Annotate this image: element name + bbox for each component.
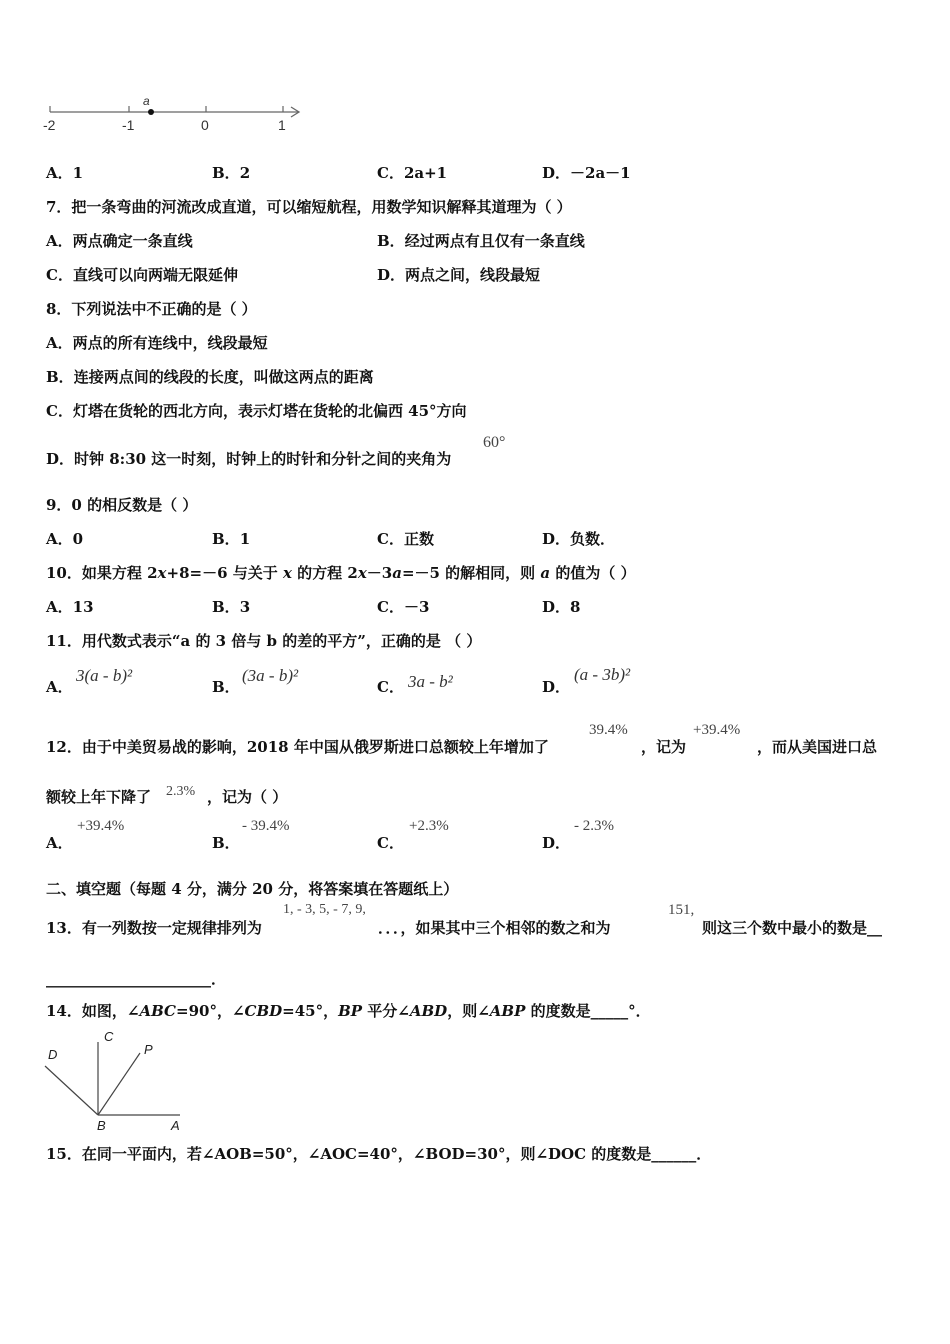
q10-stem-part: 10．如果方程 2 <box>46 564 158 582</box>
q10-option-d <box>542 596 580 617</box>
option-letter: A． <box>46 598 73 616</box>
q13-dots: ．．．，如果其中三个相邻的数之和为 <box>378 919 611 937</box>
q6-option-a <box>46 162 83 183</box>
q12-line2-a: 额较上年下降了 <box>46 788 152 806</box>
q12-line2-b: ，记为（ ） <box>207 788 288 806</box>
q10-stem-part: +8=－6 与关于 <box>166 564 283 582</box>
q7-option-b <box>377 230 585 251</box>
number-line-figure <box>40 94 310 136</box>
q12-line1-c: ，而从美国进口总 <box>757 738 878 756</box>
q8-option-a <box>46 332 268 353</box>
option-letter: A． <box>46 530 73 548</box>
q10-stem-part: =－5 的解相同，则 <box>401 564 541 582</box>
option-letter: A． <box>46 678 73 696</box>
q10-var-x: x <box>357 564 367 582</box>
q14-angle-abd: ABD <box>409 1002 448 1020</box>
q14-stem-part: =90°，∠ <box>176 1002 245 1020</box>
q14-stem-part: 平分∠ <box>362 1002 410 1020</box>
tick-label-neg1: -1 <box>122 117 135 133</box>
q9-option-c <box>377 528 434 549</box>
q11-stem: 11．用代数式表示“a 的 3 倍与 b 的差的平方”，正确的是 （ ） <box>46 632 482 650</box>
label-d: D <box>48 1047 58 1062</box>
option-letter: B． <box>46 368 74 386</box>
option-text: 时钟 8:30 这一时刻，时钟上的时针和分针之间的夹角为 <box>74 450 452 468</box>
option-letter: B． <box>212 530 240 548</box>
q12-option-c <box>377 832 404 853</box>
q11-option-c <box>377 676 404 697</box>
q13-answer-blank: ______________________． <box>46 970 227 988</box>
option-letter: B． <box>377 232 405 250</box>
q14-stem-part: ，则∠ <box>447 1002 490 1020</box>
q11-option-c-expr: 3a - b² <box>408 672 453 691</box>
q10-var-x: x <box>157 564 167 582</box>
label-p: P <box>144 1042 153 1057</box>
option-text: 两点确定一条直线 <box>72 232 193 250</box>
tick-label-neg2: -2 <box>43 117 56 133</box>
option-letter: C． <box>46 402 73 420</box>
q10-var-a: a <box>392 564 402 582</box>
q11-option-b-expr: (3a - b)² <box>242 666 299 685</box>
q9-option-a <box>46 528 83 549</box>
option-text: －3 <box>403 598 430 616</box>
q14-stem-part: 的度数是_____°． <box>525 1002 651 1020</box>
q10-option-c <box>377 596 429 617</box>
option-letter: C． <box>377 678 404 696</box>
q14-angle-abc: ABC <box>139 1002 176 1020</box>
q12-option-a-expr: +39.4% <box>77 818 125 834</box>
q10-stem-part: 的值为（ ） <box>550 564 636 582</box>
q12-option-a <box>46 832 73 853</box>
label-b: B <box>97 1118 106 1133</box>
option-text: 1 <box>72 164 84 182</box>
option-text: 0 <box>72 530 84 548</box>
option-text: 负数． <box>570 530 616 548</box>
q9-option-b <box>212 528 250 549</box>
label-c: C <box>104 1029 114 1044</box>
q11-option-d <box>542 676 570 697</box>
option-letter: A． <box>46 834 73 852</box>
option-text: 正数 <box>403 530 434 548</box>
option-text: 1 <box>239 530 251 548</box>
q12-option-b-expr: - 39.4% <box>242 818 290 834</box>
q13-sum-151: 151, <box>668 902 695 918</box>
q10-option-a <box>46 596 94 617</box>
option-text: 经过两点有且仅有一条直线 <box>404 232 585 250</box>
point-a-label: a <box>143 94 150 108</box>
option-text: 两点之间，线段最短 <box>405 266 541 284</box>
q14-ray-bp: BP <box>338 1002 363 1020</box>
option-text: 直线可以向两端无限延伸 <box>72 266 238 284</box>
option-letter: D． <box>542 530 571 548</box>
q8-option-b <box>46 366 374 387</box>
q10-stem-part: 的方程 2 <box>291 564 358 582</box>
option-letter: A． <box>46 334 73 352</box>
q10-stem-part: －3 <box>366 564 393 582</box>
q12-line1-b: ，记为 <box>641 738 687 756</box>
q12-option-d-expr: - 2.3% <box>574 818 614 834</box>
option-letter: D． <box>542 834 571 852</box>
q12-line1-a: 12．由于中美贸易战的影响，2018 年中国从俄罗斯进口总额较上年增加了 <box>46 738 549 756</box>
option-letter: D． <box>542 678 571 696</box>
q11-option-d-expr: (a - 3b)² <box>574 665 631 684</box>
option-text: 2a+1 <box>403 164 448 182</box>
q6-option-d <box>542 162 631 183</box>
q8-option-c <box>46 400 467 421</box>
q12-option-c-expr: +2.3% <box>409 818 449 834</box>
option-text: 2 <box>239 164 251 182</box>
option-letter: C． <box>377 598 404 616</box>
q8-stem: 8．下列说法中不正确的是（ ） <box>46 300 257 318</box>
q12-math-39-4: 39.4% <box>589 722 628 738</box>
option-letter: D． <box>542 164 571 182</box>
q6-option-b <box>212 162 250 183</box>
option-text: 灯塔在货轮的西北方向，表示灯塔在货轮的北偏西 45°方向 <box>72 402 467 420</box>
q7-option-a <box>46 230 193 251</box>
q7-option-c <box>46 264 238 285</box>
option-letter: C． <box>377 164 404 182</box>
q12-option-b <box>212 832 240 853</box>
q10-var-a: a <box>540 564 551 582</box>
q11-option-a-expr: 3(a - b)² <box>76 666 133 685</box>
q14-stem <box>46 1000 651 1021</box>
point-a <box>148 109 154 115</box>
tick-label-1: 1 <box>278 117 286 133</box>
option-text: －2a－1 <box>570 164 631 182</box>
option-letter: A． <box>46 232 73 250</box>
q6-option-c <box>377 162 447 183</box>
option-letter: B． <box>212 164 240 182</box>
option-letter: D． <box>377 266 406 284</box>
option-letter: D． <box>542 598 571 616</box>
option-text: 3 <box>239 598 251 616</box>
q10-var-x: x <box>282 564 292 582</box>
section-2-title: 二、填空题（每题 4 分，满分 20 分，将答案填在答题纸上） <box>46 880 459 898</box>
option-letter: B． <box>212 678 240 696</box>
option-letter: B． <box>212 598 240 616</box>
q13-stem-a: 13．有一列数按一定规律排列为 <box>46 919 262 937</box>
q11-option-a <box>46 676 73 697</box>
q14-angle-abp: ABP <box>489 1002 526 1020</box>
q7-option-d <box>377 264 540 285</box>
q14-stem-part: 14．如图，∠ <box>46 1002 140 1020</box>
q11-option-b <box>212 676 240 697</box>
q9-option-d <box>542 528 615 549</box>
option-text: 两点的所有连线中，线段最短 <box>72 334 268 352</box>
q8-d-math-60-degrees: 60° <box>483 434 506 451</box>
q15-stem: 15．在同一平面内，若∠AOB=50°，∠AOC=40°，∠BOD=30°，则∠DOC 的度数是______． <box>46 1145 712 1163</box>
tick-label-0: 0 <box>201 117 209 133</box>
q8-option-d <box>46 448 451 469</box>
q10-stem <box>46 562 636 583</box>
option-letter: D． <box>46 450 75 468</box>
q10-option-b <box>212 596 250 617</box>
option-letter: C． <box>377 530 404 548</box>
q14-angle-cbd: CBD <box>244 1002 283 1020</box>
option-letter: B． <box>212 834 240 852</box>
q13-sequence: 1, - 3, 5, - 7, 9, <box>283 902 366 917</box>
q14-stem-part: =45°， <box>282 1002 339 1020</box>
q12-math-2-3: 2.3% <box>166 784 196 799</box>
q14-angle-figure <box>40 1026 200 1136</box>
option-letter: C． <box>46 266 73 284</box>
option-text: 13 <box>72 598 94 616</box>
q12-option-d <box>542 832 570 853</box>
label-a: A <box>171 1118 180 1133</box>
option-text: 8 <box>570 598 581 616</box>
q7-stem: 7．把一条弯曲的河流改成直道，可以缩短航程，用数学知识解释其道理为（ ） <box>46 198 572 216</box>
q13-stem-b: 则这三个数中最小的数是__ <box>702 919 883 937</box>
option-letter: C． <box>377 834 404 852</box>
q9-stem: 9．0 的相反数是（ ） <box>46 496 198 514</box>
option-text: 连接两点间的线段的长度，叫做这两点的距离 <box>73 368 374 386</box>
option-letter: A． <box>46 164 73 182</box>
q12-math-plus-39-4: +39.4% <box>693 722 741 738</box>
